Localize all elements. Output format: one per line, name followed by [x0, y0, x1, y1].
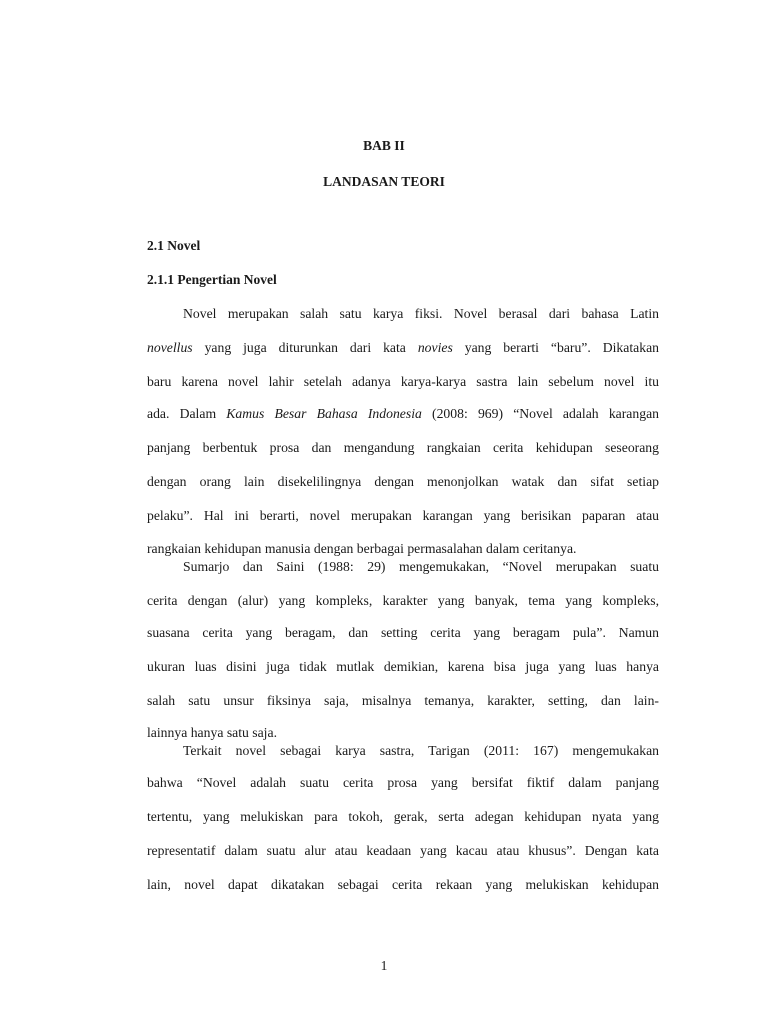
term-novellus: novellus	[147, 340, 193, 355]
line-text: ada. Dalam	[147, 406, 227, 421]
paragraph-2-line-2: cerita dengan (alur) yang kompleks, karakter yang banyak, tema yang kompleks,	[147, 593, 659, 608]
paragraph-2-line-4: ukuran luas disini juga tidak mutlak demikian, karena bisa juga yang luas hanya	[147, 659, 659, 674]
paragraph-2-line-5: salah satu unsur fiksinya saja, misalnya temanya, karakter, setting, dan lain-	[147, 693, 659, 708]
paragraph-2-line-6: lainnya hanya satu saja.	[147, 725, 277, 740]
paragraph-1-line-2	[147, 340, 659, 356]
paragraph-1-line-4	[147, 406, 659, 422]
chapter-subtitle: LANDASAN TEORI	[323, 174, 445, 189]
paragraph-3-line-2: bahwa “Novel adalah suatu cerita prosa yang bersifat fiktif dalam panjang	[147, 775, 659, 790]
paragraph-3-line-4: representatif dalam suatu alur atau keadaan yang kacau atau khusus”. Dengan kata	[147, 843, 659, 858]
section-heading: 2.1 Novel	[147, 238, 201, 253]
paragraph-3-line-3: tertentu, yang melukiskan para tokoh, gerak, serta adegan kehidupan nyata yang	[147, 809, 659, 824]
line-text: yang berarti “baru”. Dikatakan	[452, 340, 659, 355]
line-text: (2008: 969) “Novel adalah karangan	[421, 406, 659, 421]
paragraph-3-line-1: Terkait novel sebagai karya sastra, Tarigan (2011: 167) mengemukakan	[183, 743, 659, 758]
paragraph-1-line-3: baru karena novel lahir setelah adanya karya-karya sastra lain sebelum novel itu	[147, 374, 659, 389]
paragraph-1-line-6: dengan orang lain disekelilingnya dengan menonjolkan watak dan sifat setiap	[147, 474, 659, 489]
paragraph-2-line-1: Sumarjo dan Saini (1988: 29) mengemukakan, “Novel merupakan suatu	[183, 559, 659, 574]
paragraph-1-line-1: Novel merupakan salah satu karya fiksi. Novel berasal dari bahasa Latin	[183, 306, 659, 321]
chapter-title: BAB II	[363, 138, 405, 153]
paragraph-1-line-8: rangkaian kehidupan manusia dengan berbagai permasalahan dalam ceritanya.	[147, 541, 577, 556]
subsection-heading: 2.1.1 Pengertian Novel	[147, 272, 277, 287]
paragraph-1-line-7: pelaku”. Hal ini berarti, novel merupakan karangan yang berisikan paparan atau	[147, 508, 659, 523]
paragraph-2-line-3: suasana cerita yang beragam, dan setting cerita yang beragam pula”. Namun	[147, 625, 659, 640]
paragraph-3-line-5: lain, novel dapat dikatakan sebagai cerita rekaan yang melukiskan kehidupan	[147, 877, 659, 892]
term-novies: novies	[417, 340, 453, 355]
line-text: yang juga diturunkan dari kata	[192, 340, 418, 355]
source-title: Kamus Besar Bahasa Indonesia	[226, 406, 422, 421]
paragraph-1-line-5: panjang berbentuk prosa dan mengandung rangkaian cerita kehidupan seseorang	[147, 440, 659, 455]
page-number: 1	[380, 958, 388, 973]
